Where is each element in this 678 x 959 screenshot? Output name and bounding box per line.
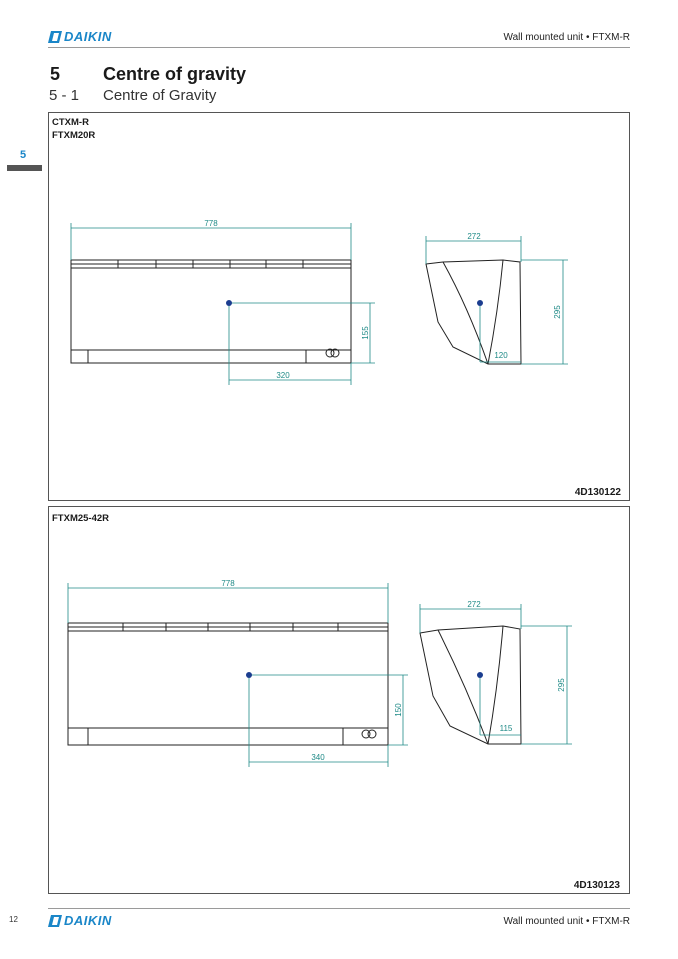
chapter-tab-bar xyxy=(7,165,42,171)
drawing-2 xyxy=(48,506,630,894)
dim-cg-depth: 115 xyxy=(499,724,513,733)
section-number: 5 xyxy=(50,64,61,84)
dim-cg-x: 340 xyxy=(311,753,325,762)
front-view xyxy=(68,623,388,745)
drawing-1 xyxy=(48,112,630,501)
subsection-number: 5 - 1 xyxy=(49,87,80,104)
model-label: CTXM-R xyxy=(52,117,89,128)
front-view xyxy=(71,260,351,363)
daikin-logo-icon xyxy=(48,915,62,927)
dimensions xyxy=(71,223,568,385)
dimensions xyxy=(68,583,572,767)
dim-depth: 272 xyxy=(467,232,481,241)
header-title: Wall mounted unit • FTXM-R xyxy=(503,32,630,43)
footer-rule xyxy=(48,908,630,909)
dim-width: 778 xyxy=(204,219,218,228)
model-label: FTXM25-42R xyxy=(52,513,110,524)
cg-marker-icon xyxy=(226,300,232,306)
section-title: Centre of gravity xyxy=(103,64,247,84)
footer-logo xyxy=(48,913,112,928)
side-view xyxy=(426,260,521,364)
dim-cg-y: 155 xyxy=(361,326,370,340)
drawing-id: 4D130122 xyxy=(574,487,621,498)
dim-width: 778 xyxy=(221,579,235,588)
cg-marker-icon xyxy=(246,672,252,678)
dim-height: 295 xyxy=(553,305,562,319)
dim-height: 295 xyxy=(557,678,566,692)
footer-logo-text: DAIKIN xyxy=(64,913,112,928)
dim-cg-depth: 120 xyxy=(494,351,508,360)
model-label: FTXM20R xyxy=(52,130,96,141)
header-logo xyxy=(48,29,112,44)
drawing-id: 4D130123 xyxy=(573,880,620,891)
chapter-tab-number: 5 xyxy=(20,149,27,161)
dim-cg-y: 150 xyxy=(394,703,403,717)
dim-depth: 272 xyxy=(467,600,481,609)
daikin-logo-icon xyxy=(48,31,62,43)
dimension-labels xyxy=(221,579,566,762)
header-rule xyxy=(48,47,630,48)
cg-marker-icon xyxy=(477,672,483,678)
page-number: 12 xyxy=(9,915,18,924)
dim-cg-x: 320 xyxy=(276,371,290,380)
header-logo-text: DAIKIN xyxy=(64,29,112,44)
dimension-labels xyxy=(204,219,562,380)
subsection-title: Centre of Gravity xyxy=(103,87,217,104)
footer-title: Wall mounted unit • FTXM-R xyxy=(503,916,630,927)
cg-marker-icon xyxy=(477,300,483,306)
